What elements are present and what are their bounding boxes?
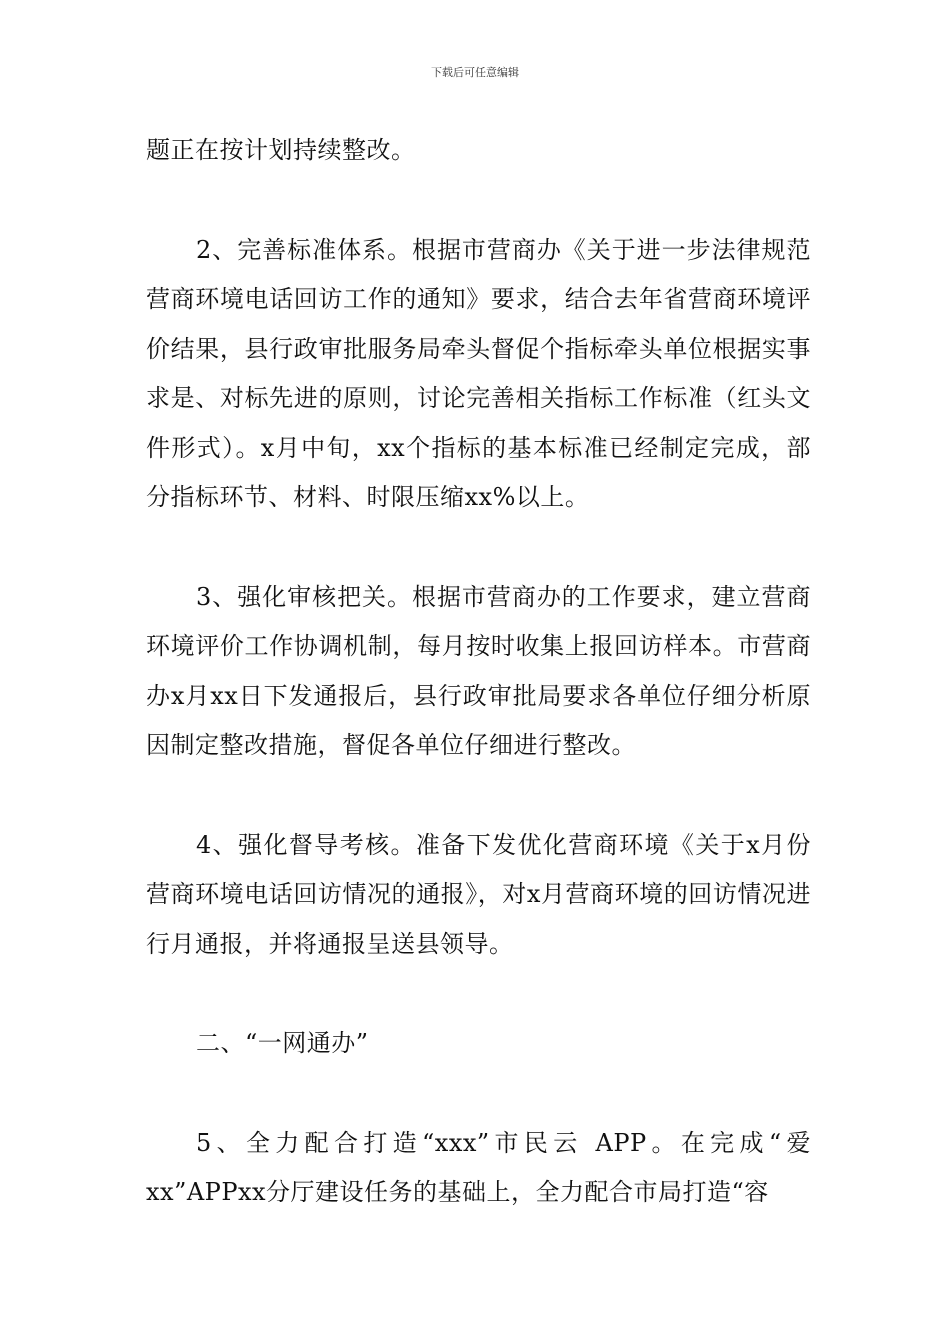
paragraph-citizen-cloud-app: 5、全力配合打造“xxx”市民云 APP。在完成“爱xx”APPxx分厅建设任务的基础上，全力配合市局打造“容 [146,1128,811,1206]
section-heading-one-network: 二、“一网通办” [196,1029,369,1057]
paragraph-review-control: 3、强化审核把关。根据市营商办的工作要求，建立营商环境评价工作协调机制，每月按时收集上报回访样本。市营商办x月xx日下发通报后，县行政审批局要求各单位仔细分析原因制定整改措施，督促各单位仔细进行整改。 [146,582,811,759]
page-header: 下载后可任意编辑 [431,66,519,79]
paragraph-supervision: 4、强化督导考核。准备下发优化营商环境《关于x月份营商环境电话回访情况的通报》，对x月营商环境的回访情况进行月通报，并将通报呈送县领导。 [146,830,811,958]
paragraph-continuation: 题正在按计划持续整改。 [146,136,416,164]
document-body [146,126,811,1218]
paragraph-standard-system: 2、完善标准体系。根据市营商办《关于进一步法律规范营商环境电话回访工作的通知》要求，结合去年省营商环境评价结果，县行政审批服务局牵头督促个指标牵头单位根据实事求是、对标先进的原则，讨论完善相关指标工作标准（红头文件形式）。x月中旬，xx个指标的基本标准已经制定完成，部分指标环节、材料、时限压缩xx%以上。 [146,235,811,511]
